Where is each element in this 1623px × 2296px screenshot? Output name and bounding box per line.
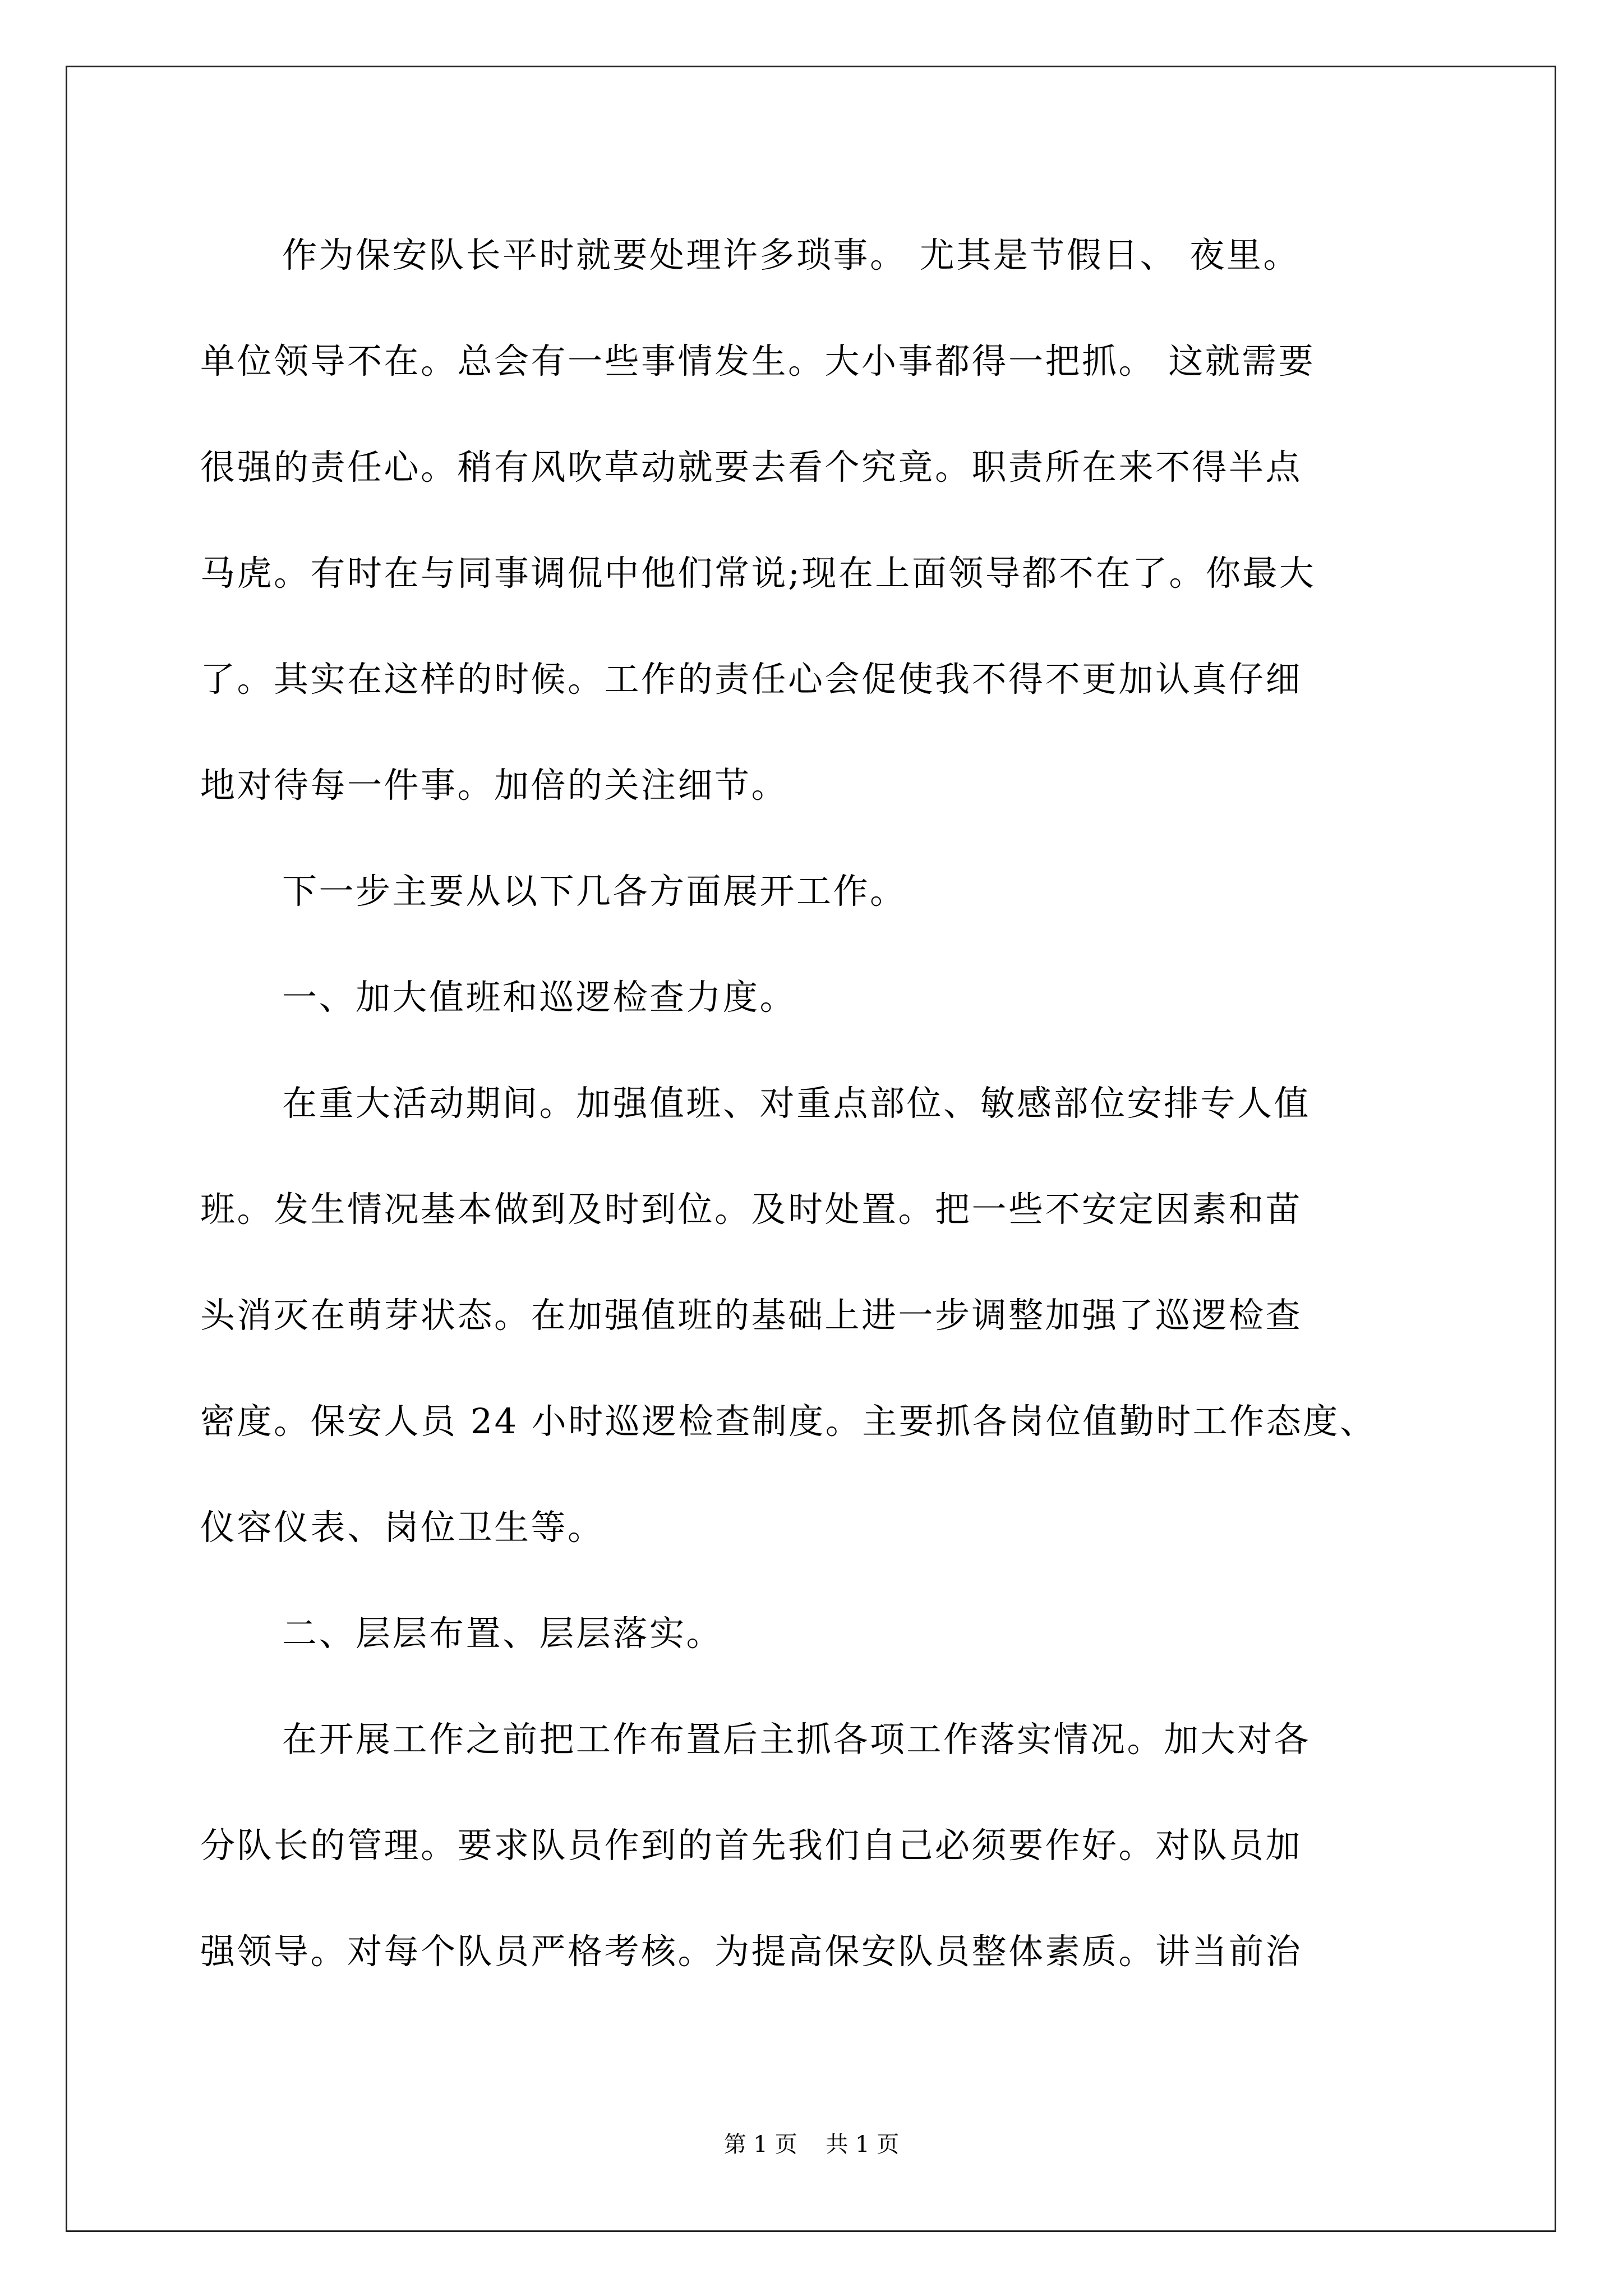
text-line: 仪容仪表、岗位卫生等。 [200, 1507, 605, 1548]
section-heading: 二、层层布置、层层落实。 [282, 1613, 723, 1654]
text-line: 马虎。有时在与同事调侃中他们常说;现在上面领导都不在了。你最大 [200, 553, 1316, 593]
text-line: 了。其实在这样的时候。工作的责任心会促使我不得不更加认真仔细 [200, 659, 1303, 700]
text-line: 强领导。对每个队员严格考核。为提高保安队员整体素质。讲当前治 [200, 1931, 1303, 1972]
text-line: 分队长的管理。要求队员作到的首先我们自己必须要作好。对队员加 [200, 1825, 1303, 1866]
document-body [200, 202, 1428, 2004]
text-line: 很强的责任心。稍有风吹草动就要去看个究竟。职责所在来不得半点 [200, 447, 1303, 487]
text-line: 下一步主要从以下几各方面展开工作。 [282, 871, 907, 912]
text-line: 地对待每一件事。加倍的关注细节。 [200, 765, 789, 806]
text-line: 头消灭在萌芽状态。在加强值班的基础上进一步调整加强了巡逻检查 [200, 1295, 1303, 1336]
page-number-footer: 第 1 页 共 1 页 [723, 2132, 900, 2157]
text-line: 班。发生情况基本做到及时到位。及时处置。把一些不安定因素和苗 [200, 1189, 1303, 1230]
text-line: 密度。保安人员 24 小时巡逻检查制度。主要抓各岗位值勤时工作态度、 [200, 1401, 1377, 1442]
text-line: 单位领导不在。总会有一些事情发生。大小事都得一把抓。 这就需要 [200, 341, 1316, 381]
section-heading: 一、加大值班和巡逻检查力度。 [282, 977, 797, 1018]
text-line: 在开展工作之前把工作布置后主抓各项工作落实情况。加大对各 [282, 1719, 1311, 1760]
text-line: 作为保安队长平时就要处理许多琐事。 尤其是节假日、 夜里。 [282, 234, 1300, 275]
text-line: 在重大活动期间。加强值班、对重点部位、敏感部位安排专人值 [282, 1083, 1311, 1124]
